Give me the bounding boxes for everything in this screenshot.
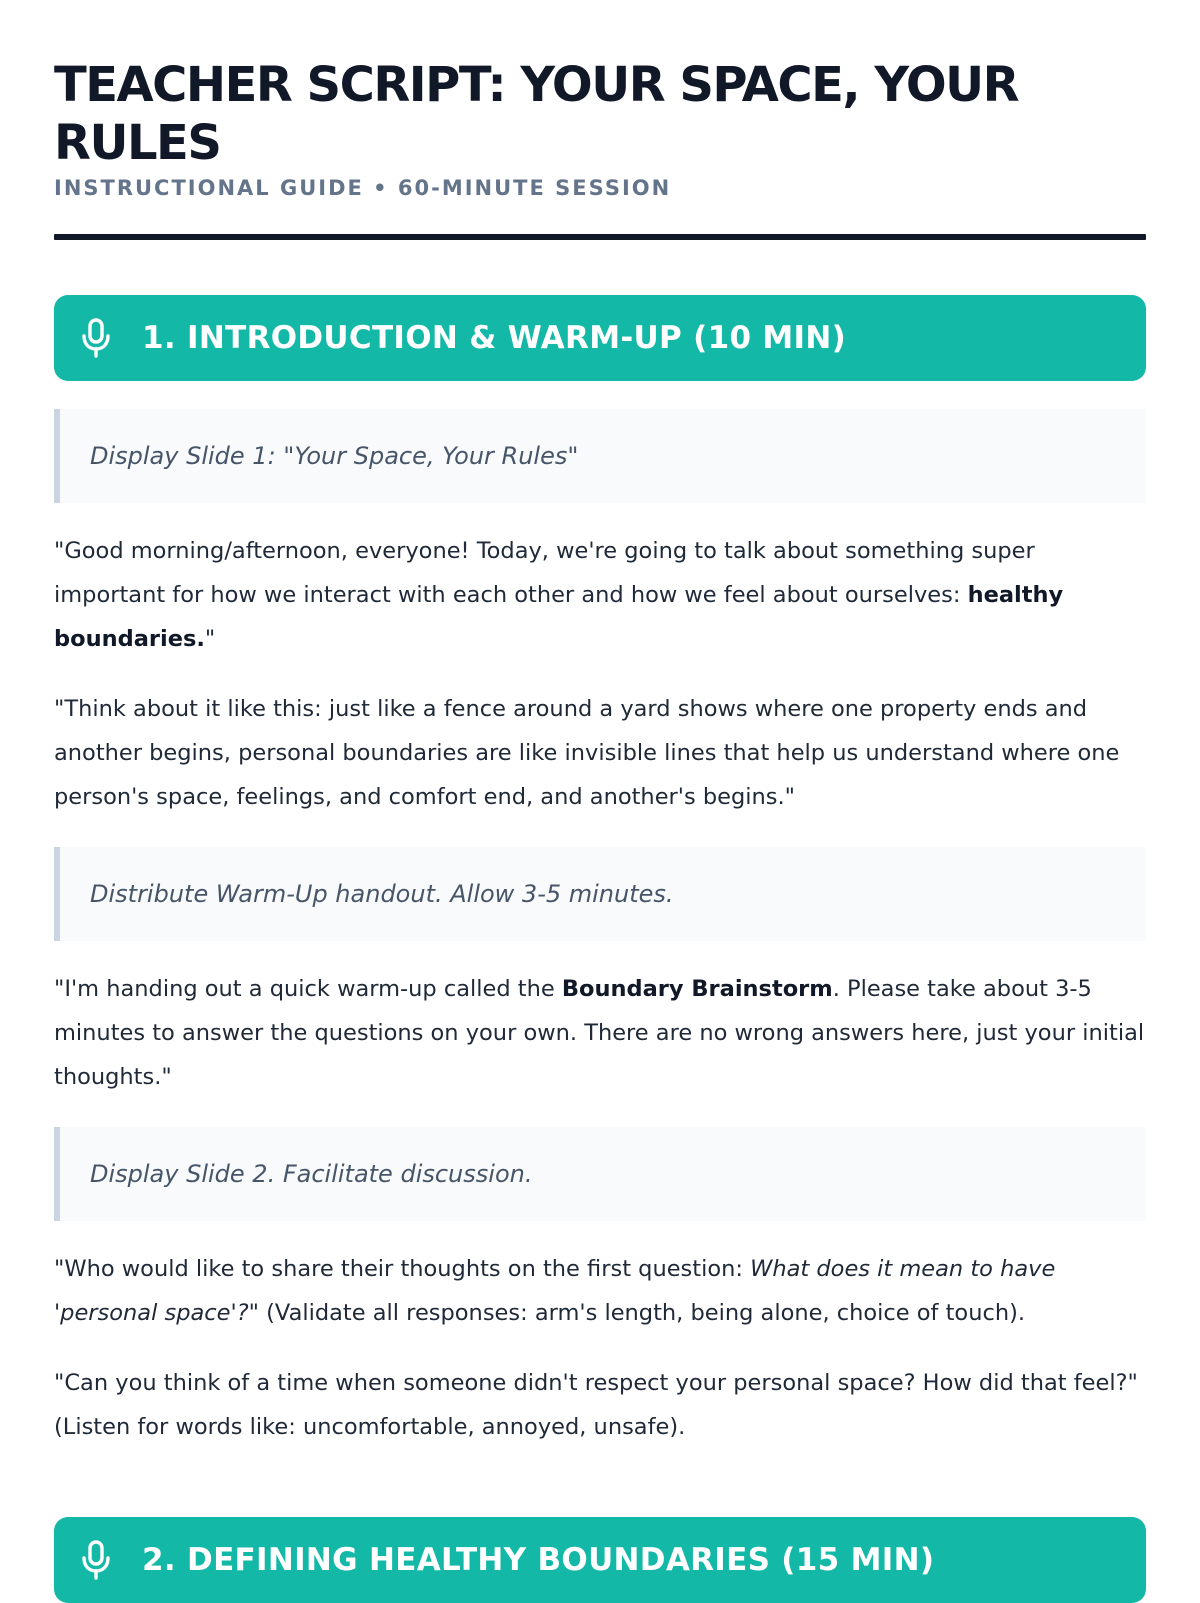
script-paragraph — [54, 529, 1146, 661]
section-title: 2. DEFINING HEALTHY BOUNDARIES (15 MIN) — [142, 1542, 935, 1578]
script-paragraph: "Can you think of a time when someone didn't respect your personal space? How did that feel?" (Listen for words like: uncomfortable, annoyed, unsafe). — [54, 1370, 1138, 1440]
paragraph-text: " — [204, 626, 216, 652]
paragraph-text: "Who would like to share their thoughts on the first question: — [54, 1256, 751, 1282]
header-divider — [54, 234, 1146, 240]
paragraph-text: "Good morning/afternoon, everyone! Today, we're going to talk about something super important for how we interact with each other and how we feel about ourselves: — [54, 538, 1035, 608]
microphone-icon — [80, 1540, 112, 1580]
section-header-defining-boundaries — [54, 1517, 1146, 1603]
bold-term: Boundary Brainstorm — [561, 976, 833, 1002]
page-title: TEACHER SCRIPT: YOUR SPACE, YOUR RULES — [54, 57, 1019, 171]
paragraph-text: " (Validate all responses: arm's length, being alone, choice of touch). — [248, 1300, 1026, 1326]
italic-question: What does it mean to have 'personal space'? — [54, 1256, 1056, 1326]
paragraph-text: . Please take about 3-5 minutes to answer the questions on your own. There are no wrong answers here, just your initial thoughts." — [54, 976, 1145, 1090]
script-paragraph — [54, 1247, 1146, 1335]
script-paragraph — [54, 967, 1146, 1099]
section-header-introduction — [54, 295, 1146, 381]
section-title: 1. INTRODUCTION & WARM-UP (10 MIN) — [142, 320, 847, 356]
teacher-note: Display Slide 1: "Your Space, Your Rules" — [54, 409, 1146, 503]
teacher-note: Display Slide 2. Facilitate discussion. — [54, 1127, 1146, 1221]
teacher-note: Distribute Warm-Up handout. Allow 3-5 minutes. — [54, 847, 1146, 941]
microphone-icon — [80, 318, 112, 358]
script-paragraph: "Think about it like this: just like a fence around a yard shows where one property ends and another begins, personal boundaries are like invisible lines that help us understand where one person's space, feelings, and comfort end, and another's begins." — [54, 696, 1120, 810]
bold-term: healthy boundaries. — [54, 582, 1064, 652]
page-subtitle: INSTRUCTIONAL GUIDE • 60-MINUTE SESSION — [54, 176, 672, 200]
paragraph-text: "I'm handing out a quick warm-up called the — [54, 976, 562, 1002]
